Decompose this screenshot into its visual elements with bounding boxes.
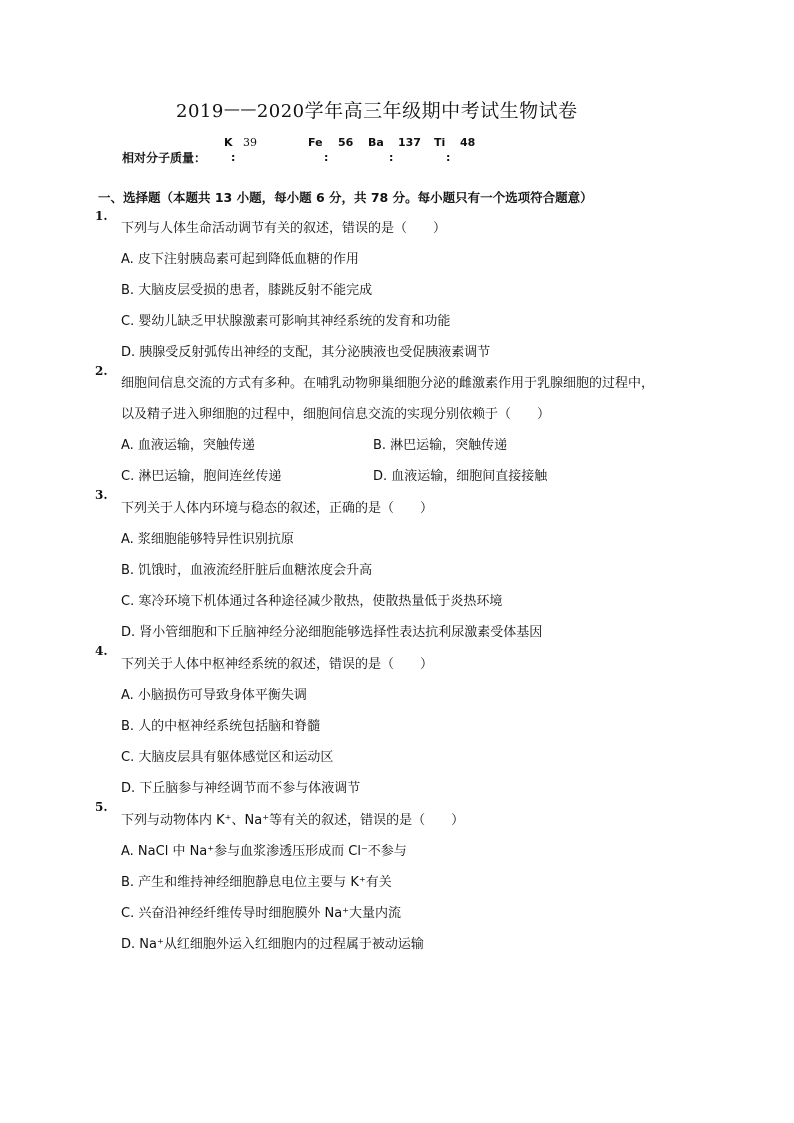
option-a: A. NaCl 中 Na⁺参与血浆渗透压形成而 Cl⁻不参与 <box>121 844 407 859</box>
option-c: C. 寒冷环境下机体通过各种途径减少散热，使散热量低于炎热环境 <box>121 594 503 609</box>
option-a: A. 浆细胞能够特异性识别抗原 <box>121 532 294 547</box>
question-stem: 下列关于人体内环境与稳态的叙述，正确的是（ ） <box>121 501 434 516</box>
mass-colon-k: : <box>231 151 236 164</box>
exam-title <box>176 96 578 123</box>
option-d: D. Na⁺从红细胞外运入红细胞内的过程属于被动运输 <box>121 937 424 952</box>
option-d: D. 下丘脑参与神经调节而不参与体液调节 <box>121 781 361 796</box>
option-b: B. 淋巴运输，突触传递 <box>373 438 508 453</box>
question-stem: 以及精子进入卵细胞的过程中，细胞间信息交流的实现分别依赖于（ ） <box>121 407 551 422</box>
question-number: 1. <box>95 209 108 223</box>
mass-value-ti: 48 <box>460 136 476 149</box>
option-a: A. 皮下注射胰岛素可起到降低血糖的作用 <box>121 252 359 267</box>
mass-colon-ti: : <box>446 151 451 164</box>
section-heading: 一、选择题（本题共 13 小题，每小题 6 分，共 78 分。每小题只有一个选项符合题意） <box>98 190 593 205</box>
option-b: B. 产生和维持神经细胞静息电位主要与 K⁺有关 <box>121 875 392 890</box>
option-c: C. 大脑皮层具有躯体感觉区和运动区 <box>121 750 334 765</box>
option-d: D. 肾小管细胞和下丘脑神经分泌细胞能够选择性表达抗利尿激素受体基因 <box>121 625 543 640</box>
title-year-end: 2020 <box>256 101 305 122</box>
mass-colon-ba: : <box>389 151 394 164</box>
question-stem: 下列关于人体中枢神经系统的叙述，错误的是（ ） <box>121 657 434 672</box>
mass-label: 相对分子质量： <box>122 151 207 165</box>
option-b: B. 饥饿时，血液流经肝脏后血糖浓度会升高 <box>121 563 373 578</box>
question-number: 4. <box>95 644 108 658</box>
option-a: A. 小脑损伤可导致身体平衡失调 <box>121 688 307 703</box>
mass-symbol-fe: Fe <box>308 136 323 149</box>
mass-value-k: 39 <box>243 136 257 149</box>
question-stem: 细胞间信息交流的方式有多种。在哺乳动物卵巢细胞分泌的雌激素作用于乳腺细胞的过程中， <box>121 376 655 391</box>
option-c: C. 婴幼儿缺乏甲状腺激素可影响其神经系统的发育和功能 <box>121 314 451 329</box>
title-text: 学年高三年级期中考试生物试卷 <box>304 100 578 122</box>
option-b: B. 大脑皮层受损的患者，膝跳反射不能完成 <box>121 283 373 298</box>
mass-value-ba: 137 <box>398 136 421 149</box>
question-stem: 下列与人体生命活动调节有关的叙述，错误的是（ ） <box>121 221 447 236</box>
mass-symbol-ti: Ti <box>434 136 446 149</box>
option-d: D. 胰腺受反射弧传出神经的支配，其分泌胰液也受促胰液素调节 <box>121 345 491 360</box>
option-b: B. 人的中枢神经系统包括脑和脊髓 <box>121 719 321 734</box>
option-c: C. 淋巴运输，胞间连丝传递 <box>121 469 282 484</box>
option-c: C. 兴奋沿神经纤维传导时细胞膜外 Na⁺大量内流 <box>121 906 402 921</box>
mass-colon-fe: : <box>324 151 329 164</box>
question-number: 2. <box>95 364 108 378</box>
title-year-start: 2019 <box>176 101 224 122</box>
mass-symbol-ba: Ba <box>368 136 384 149</box>
option-d: D. 血液运输，细胞间直接接触 <box>373 469 548 484</box>
mass-value-fe: 56 <box>338 136 354 149</box>
question-number: 5. <box>95 800 108 814</box>
mass-symbol-k: K <box>224 136 233 149</box>
question-stem: 下列与动物体内 K⁺、Na⁺等有关的叙述，错误的是（ ） <box>121 813 465 828</box>
question-number: 3. <box>95 488 108 502</box>
title-dash: —— <box>223 99 257 118</box>
option-a: A. 血液运输，突触传递 <box>121 438 255 453</box>
